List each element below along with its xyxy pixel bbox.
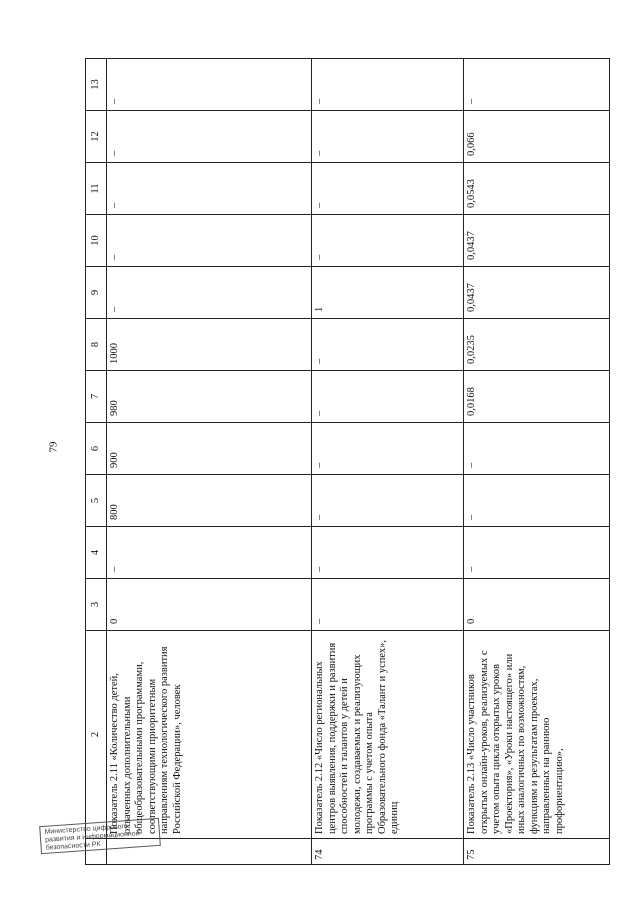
value-cell: 900 (107, 423, 312, 475)
value-cell: – (107, 163, 312, 215)
table-row (312, 59, 464, 865)
value-cell: – (312, 371, 464, 423)
value-cell: 1000 (107, 319, 312, 371)
header-cell: 3 (86, 579, 107, 631)
document-table-container (85, 65, 610, 865)
indicator-text: Показатель 2.11 «Количество детей, охваченных дополнительными общеобразовательными программами, соответствующими приоритетным направлениям технологического развития Российской Федерации», человек (107, 631, 312, 839)
value-cell: – (464, 59, 610, 111)
value-cell: – (107, 527, 312, 579)
header-cell: 12 (86, 111, 107, 163)
header-cell: 13 (86, 59, 107, 111)
value-cell: – (312, 215, 464, 267)
value-cell: 0,0437 (464, 267, 610, 319)
table-row (464, 59, 610, 865)
value-cell: 0,066 (464, 111, 610, 163)
value-cell: 980 (107, 371, 312, 423)
row-number: 74 (312, 839, 464, 865)
page-number: 79 (47, 441, 60, 453)
value-cell: – (107, 215, 312, 267)
header-cell: 7 (86, 371, 107, 423)
stamp-text: Министерство цифрового развития и информационной безопасности РК (44, 823, 140, 852)
value-cell: – (464, 527, 610, 579)
table-row (107, 59, 312, 865)
value-cell: – (107, 111, 312, 163)
indicator-text: Показатель 2.12 «Число региональных центров выявления, поддержки и развития способностей и талантов у детей и молодежи, создаваемых и реализующих программы с учетом опыта Образовательного фонда «Талант и успех», единиц (312, 631, 464, 839)
value-cell: – (312, 475, 464, 527)
header-row (86, 59, 107, 865)
value-cell: – (312, 579, 464, 631)
value-cell: 0,0437 (464, 215, 610, 267)
value-cell: 800 (107, 475, 312, 527)
value-cell: – (107, 59, 312, 111)
value-cell: – (312, 59, 464, 111)
value-cell: – (107, 267, 312, 319)
header-cell: 5 (86, 475, 107, 527)
header-cell: 4 (86, 527, 107, 579)
value-cell: – (464, 475, 610, 527)
header-cell: 8 (86, 319, 107, 371)
value-cell: 0,0543 (464, 163, 610, 215)
value-cell: – (312, 527, 464, 579)
value-cell: – (464, 423, 610, 475)
indicator-text: Показатель 2.13 «Число участников открытых онлайн-уроков, реализуемых с учетом опыта цикла открытых уроков «Проектория», «Уроки настоящего» или иных аналогичных по возможностям, функциям и результатам проектах, направленных на раннюю профориентацию», (464, 631, 610, 839)
header-cell: 2 (86, 631, 107, 839)
value-cell: 0 (464, 579, 610, 631)
header-cell: 6 (86, 423, 107, 475)
value-cell: 1 (312, 267, 464, 319)
value-cell: – (312, 319, 464, 371)
value-cell: – (312, 163, 464, 215)
header-cell: 10 (86, 215, 107, 267)
value-cell: – (312, 111, 464, 163)
value-cell: 0,0168 (464, 371, 610, 423)
value-cell: 0 (107, 579, 312, 631)
row-number: 75 (464, 839, 610, 865)
indicators-table (85, 58, 610, 865)
header-cell: 9 (86, 267, 107, 319)
value-cell: 0,0235 (464, 319, 610, 371)
header-cell: 11 (86, 163, 107, 215)
value-cell: – (312, 423, 464, 475)
